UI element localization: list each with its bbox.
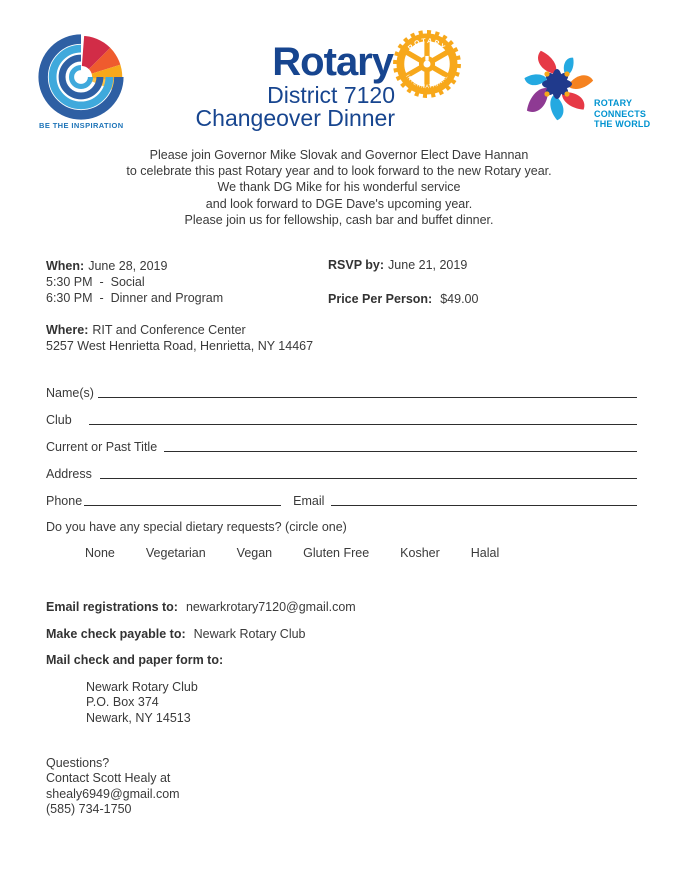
where-label: Where:: [46, 323, 89, 337]
invitation-paragraph: [0, 147, 678, 228]
mail-check-line: [46, 653, 223, 667]
gear-bottom-text: INTERNATIONAL: [404, 73, 450, 91]
dietary-options: [85, 546, 499, 560]
invitation-line: Please join Governor Mike Slovak and Governor Elect Dave Hannan: [149, 148, 529, 162]
questions-line: Questions?: [46, 756, 110, 770]
email-line[interactable]: [331, 493, 637, 506]
rsvp-block: [328, 258, 467, 272]
email-registration-line: [46, 600, 356, 614]
where-value: RIT and Conference Center: [92, 323, 246, 337]
dietary-option-halal[interactable]: Halal: [470, 546, 500, 560]
connects-line-1: ROTARY: [594, 98, 633, 108]
invitation-line: Please join us for fellowship, cash bar and buffet dinner.: [184, 212, 494, 227]
dietary-option-kosher[interactable]: Kosher: [400, 546, 440, 560]
check-payable-label: Make check payable to:: [46, 627, 186, 641]
address-line[interactable]: [100, 466, 637, 479]
price-label: Price Per Person:: [328, 292, 433, 306]
mail-address-line: Newark, NY 14513: [86, 710, 191, 725]
check-payable-value: Newark Rotary Club: [193, 627, 306, 641]
club-row: [46, 412, 637, 427]
gear-top-text: ROTARY: [407, 37, 447, 53]
rotary-gear-icon: [392, 29, 462, 99]
connects-world-icon: [505, 34, 605, 134]
check-payable-line: [46, 627, 306, 641]
mail-address-line: P.O. Box 374: [86, 695, 159, 710]
email-label: Email: [293, 494, 325, 508]
email-registration-value: newarkrotary7120@gmail.com: [185, 600, 356, 614]
dietary-option-vegan[interactable]: Vegan: [236, 546, 273, 560]
dietary-option-vegetarian[interactable]: Vegetarian: [145, 546, 206, 560]
mail-address-line: Newark Rotary Club: [86, 680, 198, 694]
title-row: [46, 439, 637, 454]
address-row: [46, 466, 637, 481]
name-line[interactable]: [98, 385, 637, 398]
rsvp-value: June 21, 2019: [388, 258, 468, 272]
mail-check-label: Mail check and paper form to:: [46, 653, 224, 667]
phone-line[interactable]: [84, 493, 281, 506]
district-title: District 7120: [267, 82, 395, 108]
address-label: Address: [46, 467, 92, 481]
mail-address-block: [86, 680, 198, 726]
dietary-option-gluten-free[interactable]: Gluten Free: [303, 546, 370, 560]
connects-line-3: THE WORLD: [594, 119, 651, 129]
connects-line-2: CONNECTS: [594, 108, 647, 119]
phone-label: Phone: [46, 494, 83, 508]
invitation-line: to celebrate this past Rotary year and to look forward to the new Rotary year.: [126, 164, 552, 179]
where-address: 5257 West Henrietta Road, Henrietta, NY 14467: [46, 339, 314, 353]
dietary-option-none[interactable]: None: [85, 546, 115, 560]
invitation-line: and look forward to DGE Dave's upcoming year.: [205, 196, 473, 211]
wave-icon: [38, 34, 124, 120]
rotary-wordmark: Rotary: [272, 40, 393, 84]
schedule-line: 5:30 PM - Social: [46, 275, 145, 289]
event-title: Changeover Dinner: [195, 105, 395, 131]
when-label: When:: [46, 259, 85, 273]
when-value: June 28, 2019: [88, 259, 168, 273]
invitation-line: We thank DG Mike for his wonderful service: [217, 180, 461, 195]
schedule-line: 6:30 PM - Dinner and Program: [46, 291, 224, 305]
inspiration-tagline: BE THE INSPIRATION: [39, 121, 124, 130]
contact-line: Contact Scott Healy at: [46, 771, 171, 786]
price-value: $49.00: [440, 292, 479, 306]
name-row: [46, 385, 637, 400]
title-line[interactable]: [164, 439, 637, 452]
price-block: [328, 292, 478, 306]
title-label: Current or Past Title: [46, 440, 158, 454]
dietary-question: Do you have any special dietary requests? (circle one): [46, 520, 347, 534]
name-label: Name(s): [46, 386, 94, 400]
contact-phone: (585) 734-1750: [46, 802, 132, 817]
email-registration-label: Email registrations to:: [46, 600, 178, 614]
club-line[interactable]: [89, 412, 637, 425]
club-label: Club: [46, 413, 72, 427]
phone-email-row: [46, 493, 637, 508]
when-block: [46, 258, 223, 306]
connects-tagline: [594, 98, 650, 130]
contact-email: shealy6949@gmail.com: [46, 786, 180, 801]
questions-block: [46, 756, 180, 818]
where-block: [46, 322, 313, 354]
rsvp-label: RSVP by:: [328, 258, 385, 272]
